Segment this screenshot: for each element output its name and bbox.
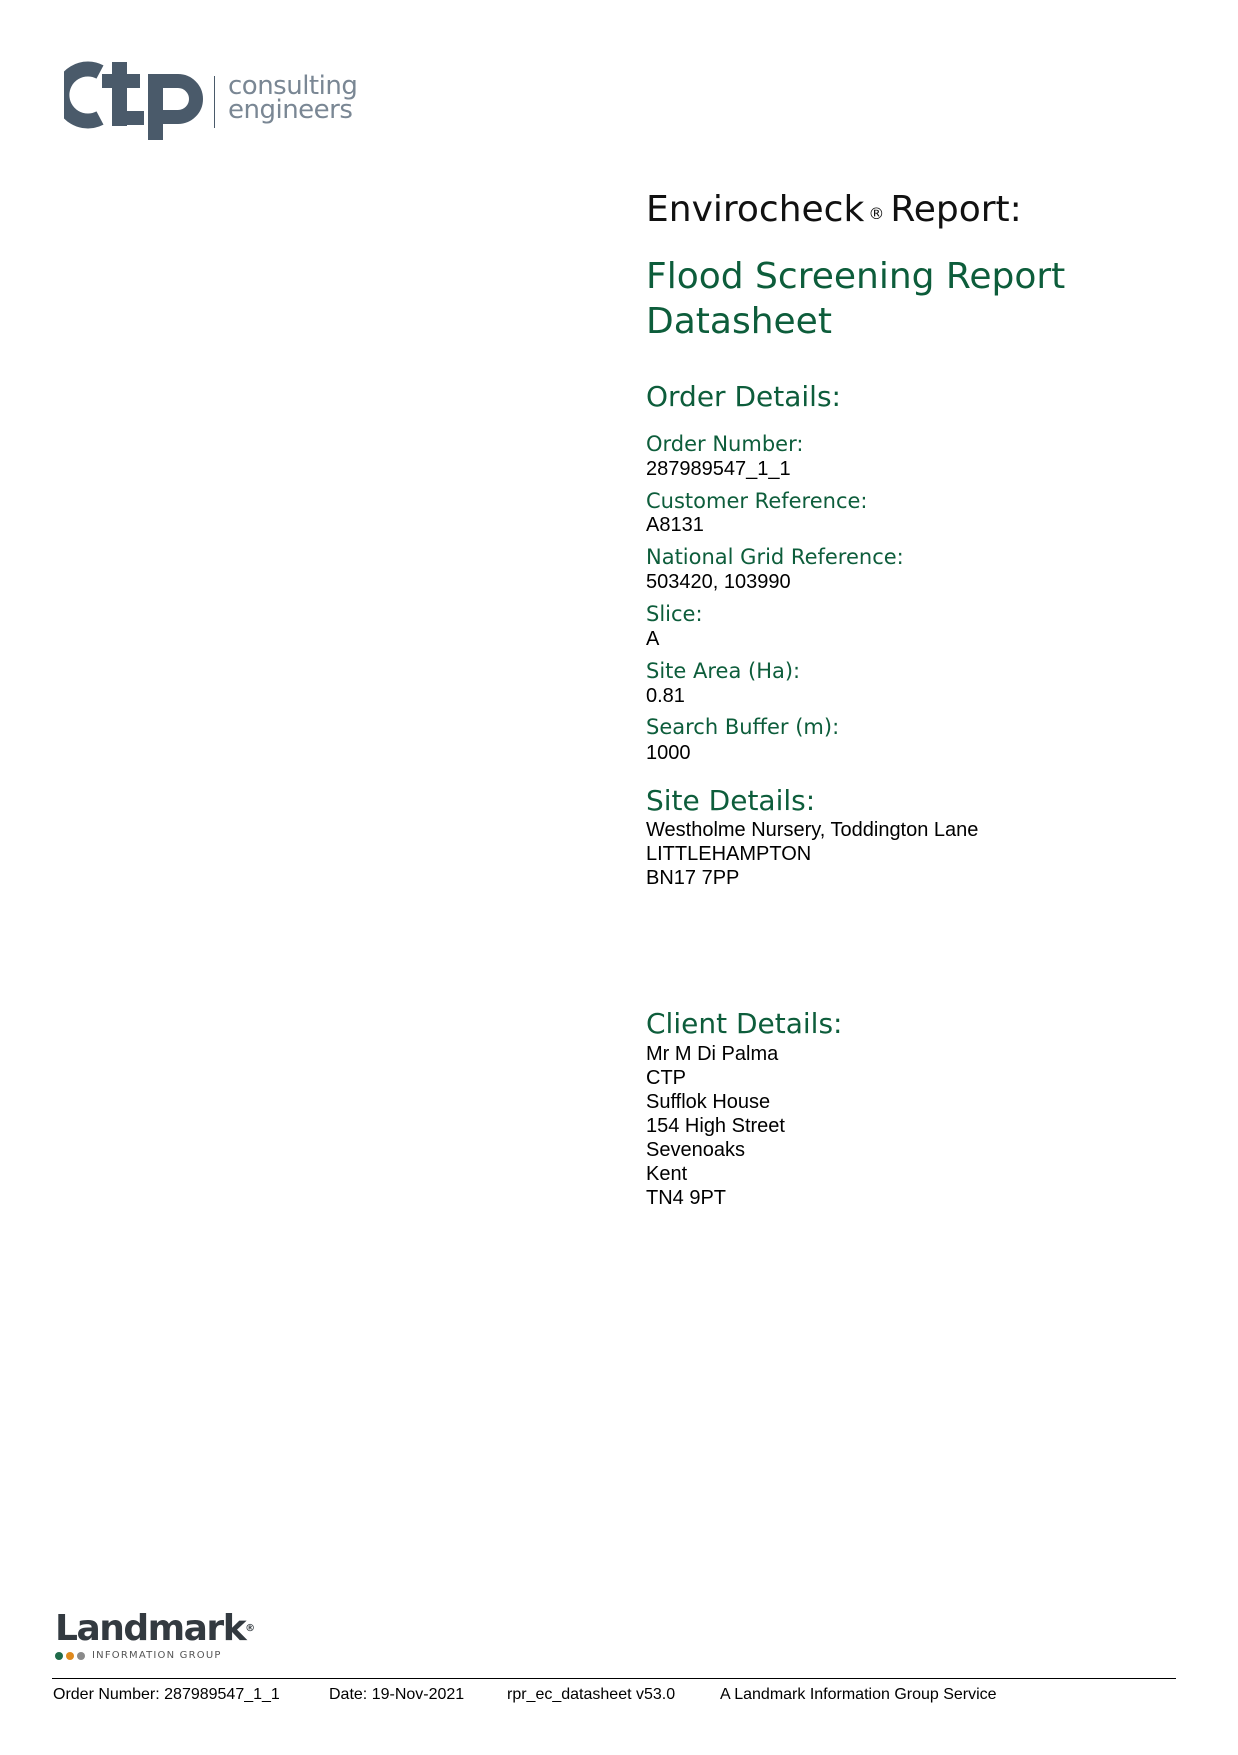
landmark-dot-green [55, 1652, 63, 1660]
site-address-line: Westholme Nursery, Toddington Lane [646, 819, 979, 841]
landmark-dot-orange [66, 1652, 74, 1660]
footer-date: Date: 19-Nov-2021 [329, 1686, 465, 1703]
ctp-tagline-line1: consulting [228, 71, 358, 101]
report-subtitle [646, 254, 1166, 344]
report-title [646, 188, 1022, 232]
ctp-logo-mark [64, 60, 214, 140]
ctp-logo-divider [214, 76, 215, 128]
footer-order-number: Order Number: 287989547_1_1 [53, 1686, 280, 1703]
report-subtitle-line2: Datasheet [646, 301, 832, 342]
landmark-logo-group: INFORMATION GROUP [92, 1650, 222, 1661]
client-details-heading: Client Details: [646, 1007, 843, 1040]
search-buffer-label: Search Buffer (m): [646, 715, 840, 739]
client-address-line: Sufflok House [646, 1091, 771, 1113]
registered-mark: ® [868, 204, 885, 223]
footer-service: A Landmark Information Group Service [720, 1686, 997, 1703]
slice-value: A [646, 628, 660, 650]
footer-divider [52, 1678, 1176, 1679]
report-title-prefix: Envirocheck [646, 189, 865, 230]
landmark-dot-grey [77, 1652, 85, 1660]
client-address-line: CTP [646, 1067, 686, 1089]
landmark-logo-word: Landmark [55, 1608, 246, 1649]
client-address-line: Mr M Di Palma [646, 1043, 779, 1065]
client-address [646, 1042, 785, 1210]
order-number-label: Order Number: [646, 432, 804, 456]
report-title-suffix: Report: [890, 189, 1022, 230]
site-area-label: Site Area (Ha): [646, 659, 801, 683]
ctp-tagline-line2: engineers [228, 95, 353, 125]
footer-template: rpr_ec_datasheet v53.0 [507, 1686, 676, 1703]
site-area-value: 0.81 [646, 685, 685, 707]
customer-reference-label: Customer Reference: [646, 489, 868, 513]
order-number-value: 287989547_1_1 [646, 458, 791, 480]
landmark-registered-mark: ® [245, 1623, 256, 1634]
order-details-heading: Order Details: [646, 380, 841, 413]
site-details-heading: Site Details: [646, 784, 816, 817]
client-address-line: Kent [646, 1163, 688, 1185]
customer-reference-value: A8131 [646, 514, 704, 536]
site-address [646, 818, 978, 890]
landmark-logo [55, 1610, 255, 1661]
site-address-line: BN17 7PP [646, 867, 740, 889]
search-buffer-value: 1000 [646, 742, 691, 764]
site-address-line: LITTLEHAMPTON [646, 843, 812, 865]
report-subtitle-line1: Flood Screening Report [646, 256, 1066, 297]
client-address-line: TN4 9PT [646, 1187, 727, 1209]
national-grid-reference-label: National Grid Reference: [646, 545, 904, 569]
ctp-logo-tagline [228, 71, 358, 125]
client-address-line: 154 High Street [646, 1115, 785, 1137]
national-grid-reference-value: 503420, 103990 [646, 571, 791, 593]
client-address-line: Sevenoaks [646, 1139, 745, 1161]
slice-label: Slice: [646, 602, 703, 626]
